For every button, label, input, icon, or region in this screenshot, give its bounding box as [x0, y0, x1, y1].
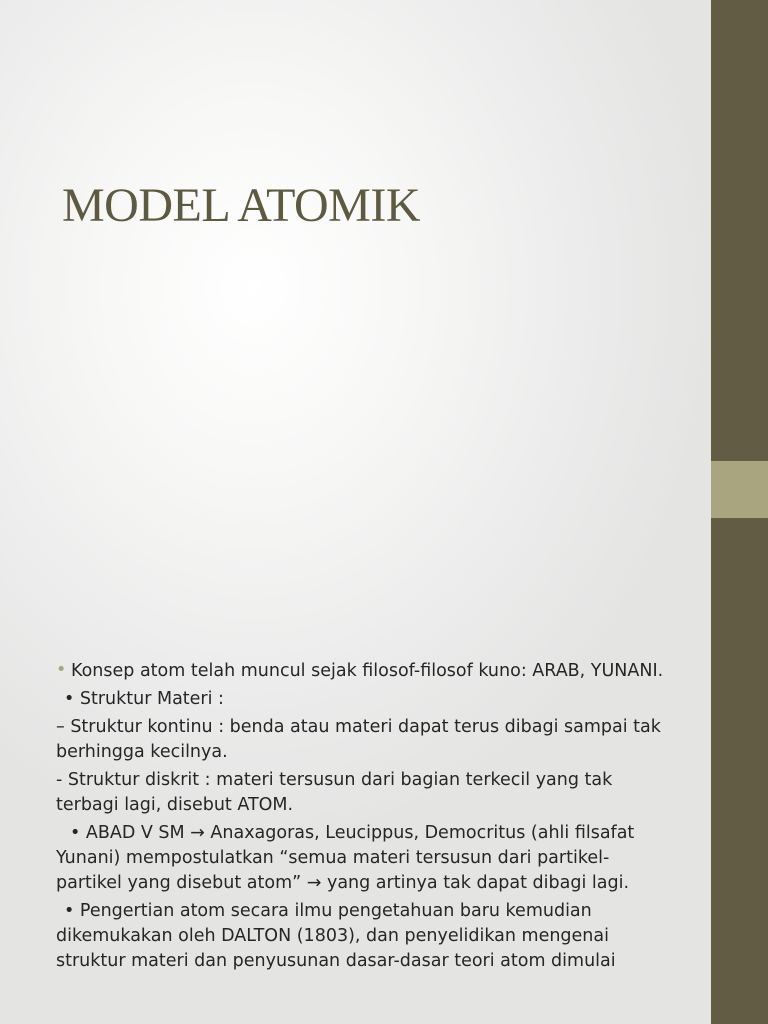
body-line-1: • Konsep atom telah muncul sejak filosof-filosof kuno: ARAB, YUNANI. [56, 660, 664, 681]
slide-title: MODEL ATOMIK [62, 179, 421, 232]
body-line-5: • ABAD V SM → Anaxagoras, Leucippus, Democritus (ahli filsafat Yunani) mempostulatkan “semua materi tersusun dari partikel-partikel yang disebut atom” → yang artinya tak dapat dibagi lagi. [56, 823, 635, 893]
body-line-3: – Struktur kontinu : benda atau materi dapat terus dibagi sampai tak berhingga kecilnya. [56, 717, 661, 762]
body-line-2: • Struktur Materi : [64, 689, 224, 709]
body-line-6: • Pengertian atom secara ilmu pengetahuan baru kemudian dikemukakan oleh DALTON (1803), dan penyelidikan mengenai struktur materi dan penyusunan dasar-dasar teori atom dimulai [56, 901, 616, 971]
body-line-4: - Struktur diskrit : materi tersusun dari bagian terkecil yang tak terbagi lagi, disebut ATOM. [56, 770, 613, 815]
bullet-icon: • [56, 660, 67, 680]
slide-body [56, 659, 666, 977]
side-accent-block [711, 461, 768, 518]
